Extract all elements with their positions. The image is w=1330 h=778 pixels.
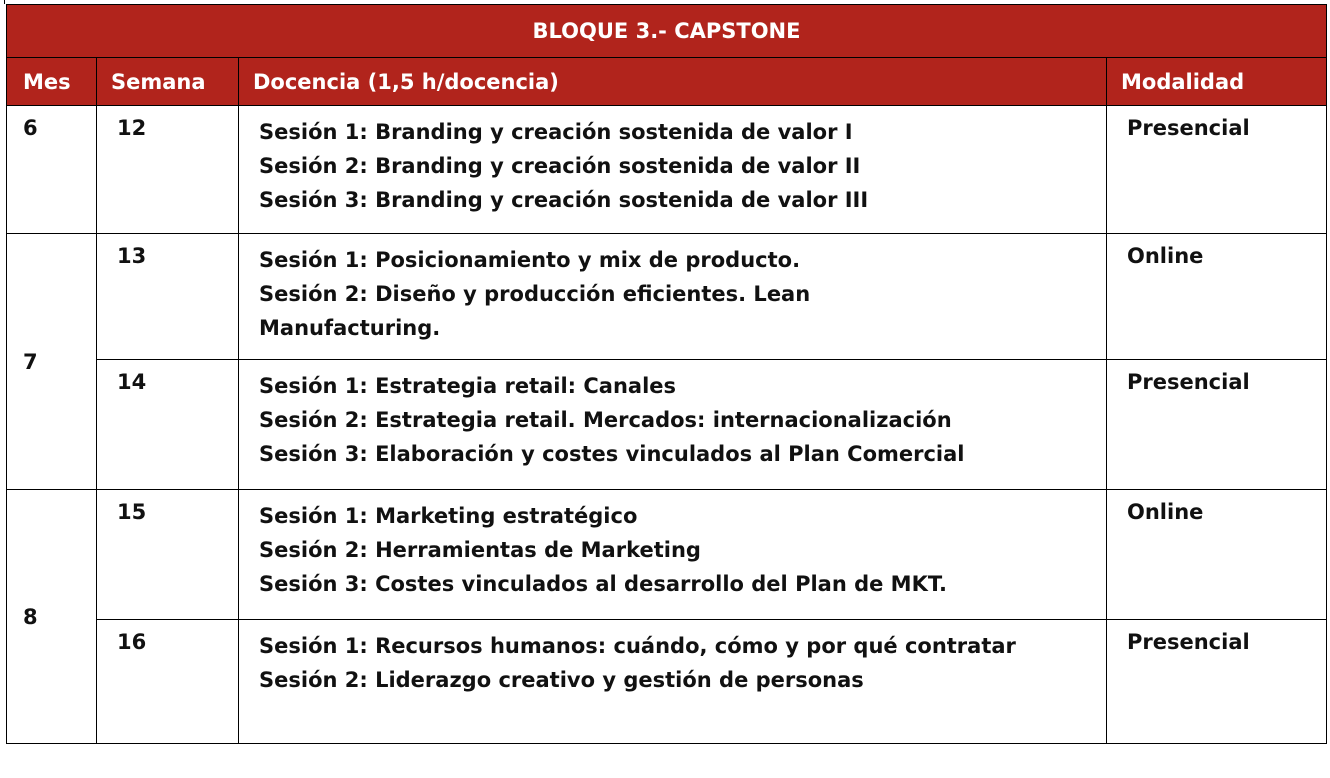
modality-cell: Presencial — [1107, 360, 1327, 490]
session-line: Sesión 1: Posicionamiento y mix de producto. — [259, 248, 801, 272]
session-line: Sesión 2: Branding y creación sostenida de valor II — [259, 154, 861, 178]
modality-cell: Online — [1107, 490, 1327, 620]
table-row — [7, 360, 1327, 490]
table-title: BLOQUE 3.- CAPSTONE — [7, 5, 1327, 58]
session-line: Sesión 3: Elaboración y costes vinculados al Plan Comercial — [259, 442, 965, 466]
modality-cell: Presencial — [1107, 620, 1327, 744]
header-modalidad: Modalidad — [1107, 58, 1327, 106]
sessions-cell — [239, 360, 1107, 490]
table-row — [7, 106, 1327, 234]
header-mes: Mes — [7, 58, 97, 106]
week-cell: 16 — [97, 620, 239, 744]
session-line: Sesión 1: Branding y creación sostenida de valor I — [259, 120, 853, 144]
header-docencia: Docencia (1,5 h/docencia) — [239, 58, 1107, 106]
week-cell: 12 — [97, 106, 239, 234]
month-cell: 6 — [7, 106, 97, 234]
table-row — [7, 490, 1327, 620]
session-line: Sesión 3: Branding y creación sostenida de valor III — [259, 188, 869, 212]
week-cell: 15 — [97, 490, 239, 620]
session-line: Sesión 2: Diseño y producción eficientes. Lean Manufacturing. — [259, 282, 811, 340]
modality-cell: Presencial — [1107, 106, 1327, 234]
week-cell: 13 — [97, 234, 239, 360]
modality-cell: Online — [1107, 234, 1327, 360]
session-line: Sesión 1: Marketing estratégico — [259, 504, 638, 528]
week-cell: 14 — [97, 360, 239, 490]
session-line: Sesión 3: Costes vinculados al desarrollo del Plan de MKT. — [259, 572, 947, 596]
sessions-cell — [239, 490, 1107, 620]
sessions-cell — [239, 234, 1107, 360]
header-semana: Semana — [97, 58, 239, 106]
sessions-cell — [239, 620, 1107, 744]
table-row — [7, 620, 1327, 744]
session-line: Sesión 2: Liderazgo creativo y gestión de personas — [259, 668, 864, 692]
sessions-cell — [239, 106, 1107, 234]
month-cell: 7 — [7, 234, 97, 490]
month-cell: 8 — [7, 490, 97, 744]
session-line: Sesión 1: Recursos humanos: cuándo, cómo y por qué contratar — [259, 634, 1016, 658]
table-row — [7, 234, 1327, 360]
page-corner-mark — [4, 0, 5, 4]
capstone-schedule-table — [6, 4, 1327, 744]
session-line: Sesión 1: Estrategia retail: Canales — [259, 374, 677, 398]
session-line: Sesión 2: Estrategia retail. Mercados: internacionalización — [259, 408, 952, 432]
session-line: Sesión 2: Herramientas de Marketing — [259, 538, 701, 562]
